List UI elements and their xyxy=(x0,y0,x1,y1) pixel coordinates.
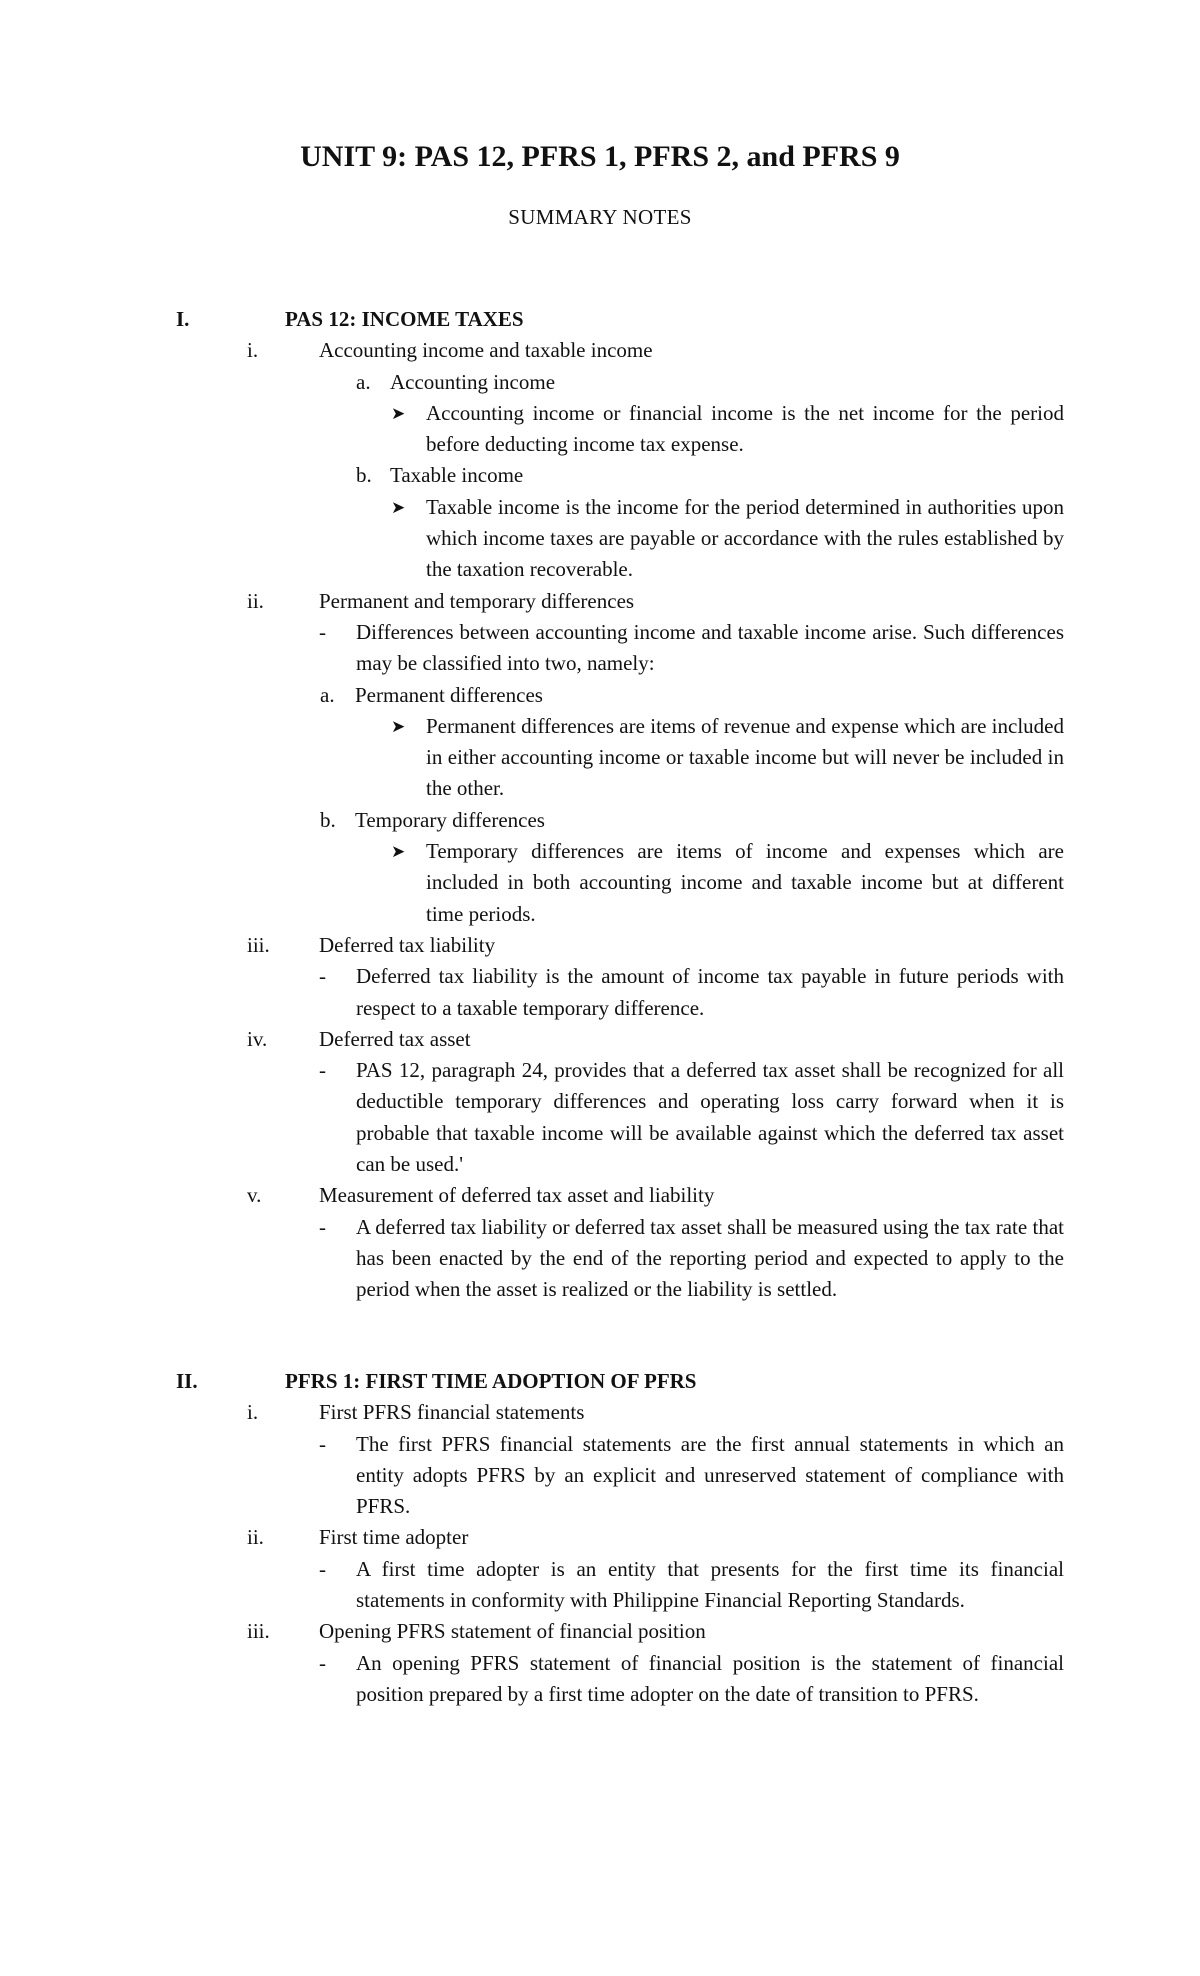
section-number: I. xyxy=(176,307,190,331)
item-number: iii. xyxy=(247,932,270,957)
item-deferred-tax-asset xyxy=(0,1024,1200,1180)
dash-text: PAS 12, paragraph 24, provides that a deferred tax asset shall be recognized for all deductible temporary differences and operating loss carry forward when it is probable that taxable income will be available against which the deferred tax asset can be used.' xyxy=(356,1058,1064,1177)
item-title: Deferred tax asset xyxy=(319,1026,471,1051)
section-pfrs1 xyxy=(0,1366,1200,1710)
item-permanent-temporary-differences xyxy=(0,586,1200,930)
dash-marker: - xyxy=(319,964,326,989)
subitem-heading xyxy=(0,805,1200,836)
section-heading xyxy=(0,1366,1200,1397)
item-number: ii. xyxy=(247,588,264,613)
bullet-row xyxy=(0,836,1200,930)
item-heading xyxy=(0,930,1200,961)
section-pas12 xyxy=(0,304,1200,1306)
item-deferred-tax-liability xyxy=(0,930,1200,1024)
subitem-letter: a. xyxy=(320,682,335,707)
dash-text: The first PFRS financial statements are the first annual statements in which an entity adopts PFRS by an explicit and unreserved statement of compliance with PFRS. xyxy=(356,1431,1064,1519)
subitem-letter: a. xyxy=(356,369,371,394)
item-number: i. xyxy=(247,338,259,363)
subitem-letter: b. xyxy=(356,463,372,488)
item-number: i. xyxy=(247,1400,259,1425)
section-number: II. xyxy=(176,1369,198,1393)
dash-marker: - xyxy=(319,619,326,644)
dash-marker: - xyxy=(319,1431,326,1456)
item-heading xyxy=(0,1024,1200,1055)
dash-text: An opening PFRS statement of financial position is the statement of financial position prepared by a first time adopter on the date of transition to PFRS. xyxy=(356,1650,1064,1706)
item-title: Opening PFRS statement of financial position xyxy=(319,1619,706,1644)
arrow-bullet-icon: ➤ xyxy=(391,842,406,862)
item-first-time-adopter xyxy=(0,1522,1200,1616)
dash-marker: - xyxy=(319,1058,326,1083)
bullet-text: Permanent differences are items of revenue and expense which are included in either accounting income or taxable income but will never be included in the other. xyxy=(426,713,1064,801)
subitem-heading xyxy=(0,460,1200,491)
section-title: PFRS 1: FIRST TIME ADOPTION OF PFRS xyxy=(285,1369,697,1393)
arrow-bullet-icon: ➤ xyxy=(391,716,406,736)
dash-marker: - xyxy=(319,1556,326,1581)
item-title: First time adopter xyxy=(319,1525,469,1550)
subitem-title: Taxable income xyxy=(390,463,524,488)
subitem-title: Accounting income xyxy=(390,369,556,394)
dash-marker: - xyxy=(319,1214,326,1239)
bullet-row xyxy=(0,492,1200,586)
dash-text: A first time adopter is an entity that presents for the first time its financial statements in conformity with Philippine Financial Reporting Standards. xyxy=(356,1556,1064,1613)
section-heading xyxy=(0,304,1200,335)
bullet-text: Taxable income is the income for the period determined in authorities upon which income taxes are payable or accordance with the rules established by the taxation recoverable. xyxy=(426,494,1064,582)
item-measurement xyxy=(0,1180,1200,1305)
subitem-title: Temporary differences xyxy=(355,807,545,832)
bullet-row xyxy=(0,711,1200,805)
dash-row xyxy=(0,1212,1200,1306)
document-title: UNIT 9: PAS 12, PFRS 1, PFRS 2, and PFRS 9 xyxy=(300,140,900,173)
item-title: First PFRS financial statements xyxy=(319,1400,585,1425)
dash-row xyxy=(0,1429,1200,1523)
subitem-heading xyxy=(0,367,1200,398)
item-heading xyxy=(0,1180,1200,1211)
item-title: Permanent and temporary differences xyxy=(319,588,635,613)
dash-marker: - xyxy=(319,1650,326,1675)
item-first-pfrs-statements xyxy=(0,1397,1200,1522)
item-heading xyxy=(0,1522,1200,1553)
dash-text: Deferred tax liability is the amount of income tax payable in future periods with respect to a taxable temporary difference. xyxy=(356,964,1064,1020)
item-accounting-taxable-income xyxy=(0,335,1200,585)
subitem-heading xyxy=(0,680,1200,711)
item-number: ii. xyxy=(247,1525,264,1550)
item-heading xyxy=(0,586,1200,617)
dash-text: A deferred tax liability or deferred tax asset shall be measured using the tax rate that has been enacted by the end of the reporting period and expected to apply to the period when the asset is realized or the liability is settled. xyxy=(356,1214,1064,1302)
dash-row xyxy=(0,1055,1200,1180)
item-heading xyxy=(0,335,1200,366)
item-title: Measurement of deferred tax asset and liability xyxy=(319,1183,715,1208)
subitem-title: Permanent differences xyxy=(355,682,543,707)
item-heading xyxy=(0,1616,1200,1647)
dash-row xyxy=(0,961,1200,1024)
item-title: Deferred tax liability xyxy=(319,932,496,957)
item-opening-statement xyxy=(0,1616,1200,1710)
arrow-bullet-icon: ➤ xyxy=(391,497,406,517)
dash-row xyxy=(0,617,1200,680)
item-number: iii. xyxy=(247,1619,270,1644)
document-subtitle: SUMMARY NOTES xyxy=(508,205,692,229)
bullet-text: Temporary differences are items of income and expenses which are included in both accounting income and taxable income but at different time periods. xyxy=(426,839,1064,926)
arrow-bullet-icon: ➤ xyxy=(391,403,406,423)
bullet-row xyxy=(0,398,1200,461)
item-number: v. xyxy=(247,1183,262,1208)
dash-row xyxy=(0,1648,1200,1711)
dash-row xyxy=(0,1554,1200,1617)
subitem-letter: b. xyxy=(320,807,336,832)
item-heading xyxy=(0,1397,1200,1428)
item-title: Accounting income and taxable income xyxy=(319,338,653,363)
bullet-text: Accounting income or financial income is the net income for the period before deducting income tax expense. xyxy=(426,400,1064,457)
item-number: iv. xyxy=(247,1026,268,1051)
dash-text: Differences between accounting income and taxable income arise. Such differences may be classified into two, namely: xyxy=(356,619,1064,676)
section-title: PAS 12: INCOME TAXES xyxy=(285,307,524,331)
